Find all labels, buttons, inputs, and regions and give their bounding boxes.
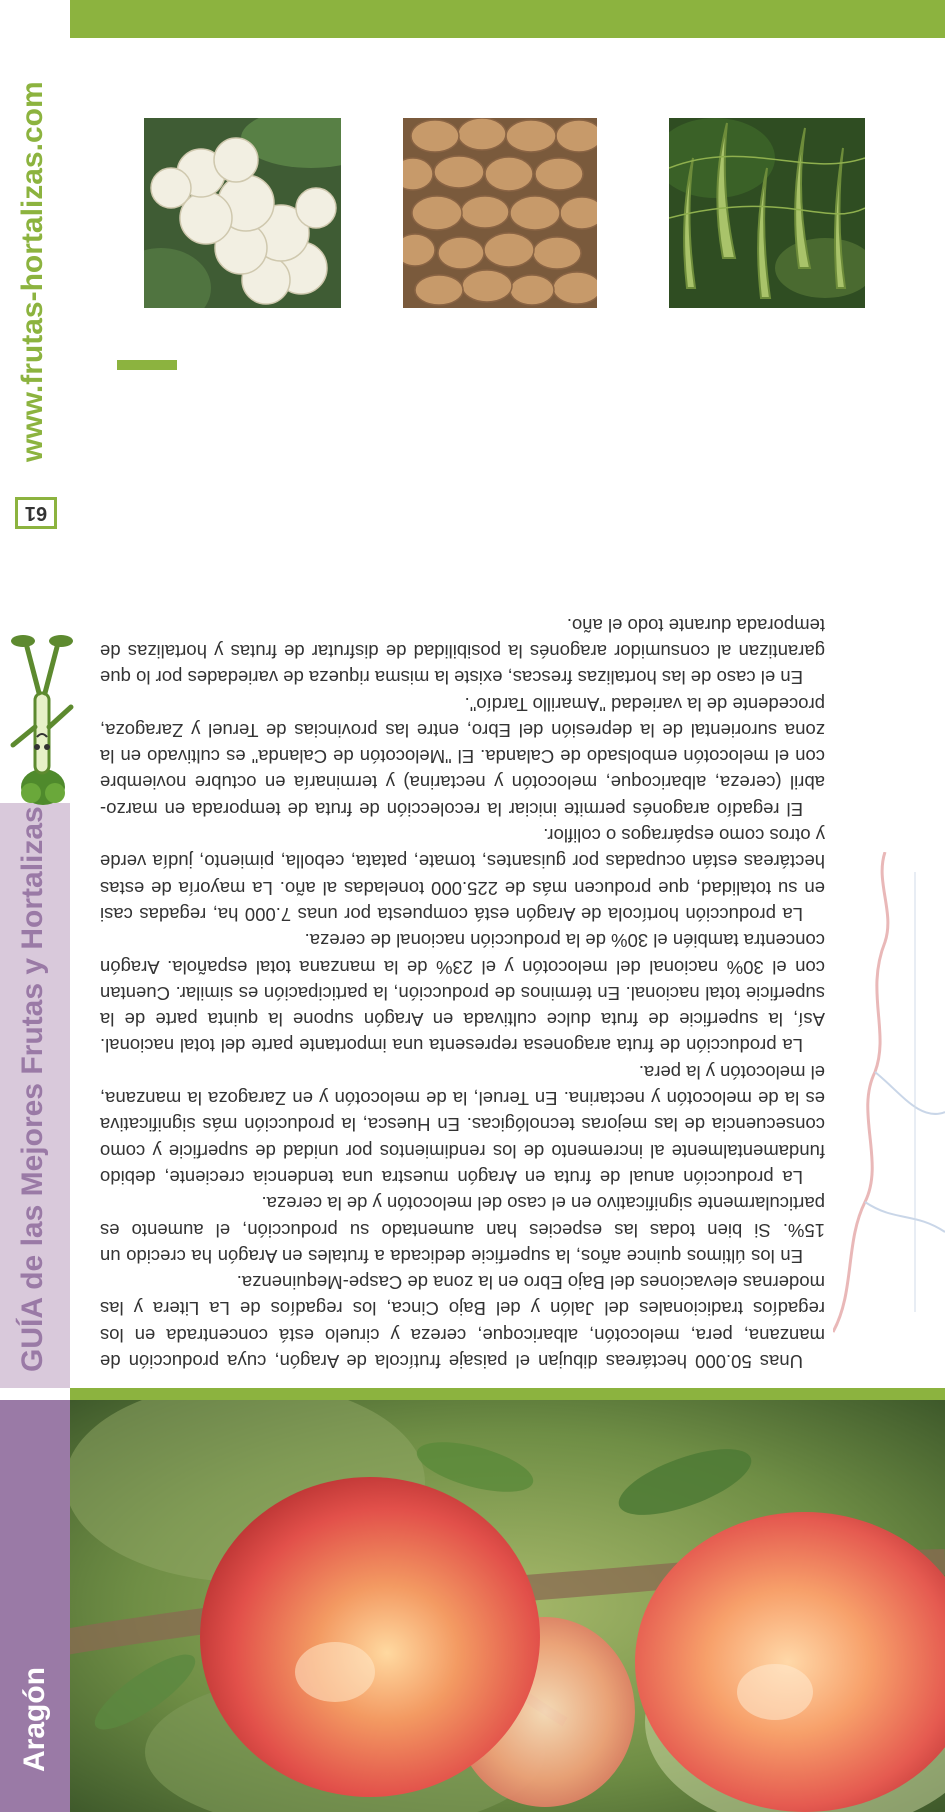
cauliflower-photo: [144, 118, 341, 308]
article-paragraph: En los últimos quince años, la superficie dedicada a frutales en Aragón ha crecido un 15%. Si bien todas las especies han aumentado su producción, el aumento es particularmente significativo en el caso del melocotón y de la cereza.: [100, 1193, 825, 1267]
page-number: 61: [15, 497, 57, 529]
map-illustration: [833, 852, 945, 1372]
green-rule: [70, 1388, 945, 1400]
article-paragraph: La producción de fruta aragonesa representa una importante parte del total nacional. Así, la superficie de fruta dulce cultivada en Aragón supone la quinta parte de la superficie total nacional. En términos de producción, la participación es similar. Cuentan con el 30% nacional del melocotón y el 23% de la manzana total española. Aragón concentra también el 30% de la producción nacional de cereza.: [100, 930, 825, 1057]
section-rule: [117, 360, 177, 370]
article-paragraph: La producción hortícola de Aragón está compuesta por unas 7.000 ha, regadas casi en su totalidad, que producen más de 225.000 toneladas al año. La mayoría de estas hectáreas están ocupadas por guisantes, tomate, patata, cebolla, pimiento, judía verde y otros como espárragos o coliflor.: [100, 825, 825, 925]
article-paragraph: Unas 50.000 hectáreas dibujan el paisaje frutícola de Aragón, cuya producción de manzana, pera, melocotón, albaricoque, cereza y ciruelo está concentrada en los regadíos tradicionales del Jalón y del Bajo Cinca, los regadíos de La Litera y las modernas elevaciones del Bajo Ebro en la zona de Caspe-Mequinenza.: [100, 1272, 825, 1372]
website-link[interactable]: www.frutas-hortalizas.com: [16, 81, 49, 462]
potatoes-photo: [403, 118, 597, 308]
mascot-illustration: [3, 617, 83, 807]
peas-photo: [669, 118, 865, 308]
apples-photo: [65, 1400, 945, 1812]
region-label: Aragón: [18, 1667, 51, 1772]
article-paragraph: El regadío aragonés permite iniciar la recolección de fruta de temporada en marzo-abril (cereza, albaricoque, melocotón y nectarina) y terminaría en octubre noviembre con el melocotón embolsado de Calanda. El "Melocotón de Calanda" es cultivado en la zona suroriental de la depresión del Ebro, entre las provincias de Teruel y Zaragoza, procedente de la variedad "Amarillo Tardío".: [100, 693, 825, 820]
article-paragraph: En el caso de las hortalizas frescas, existe la misma riqueza de variedades por lo que garantizan al consumidor aragonés la posibilidad de disfrutar de frutas y hortalizas de temporada durante todo el año.: [100, 614, 825, 689]
bottom-green-band: [70, 0, 945, 38]
article-paragraph: La producción anual de fruta en Aragón muestra una tendencia creciente, debido fundamentalmente al incremento de los rendimientos por unidad de superficie y como consecuencia de las mejoras tecnológicas. En Huesca, la producción más significativa es la de melocotón y nectarina. En Teruel, la de melocotón y en Zaragoza la manzana, el melocotón y la pera.: [100, 1061, 825, 1188]
article-body: [100, 611, 825, 1374]
guide-title: GUÍA de las Mejores Frutas y Hortalizas: [16, 806, 49, 1372]
